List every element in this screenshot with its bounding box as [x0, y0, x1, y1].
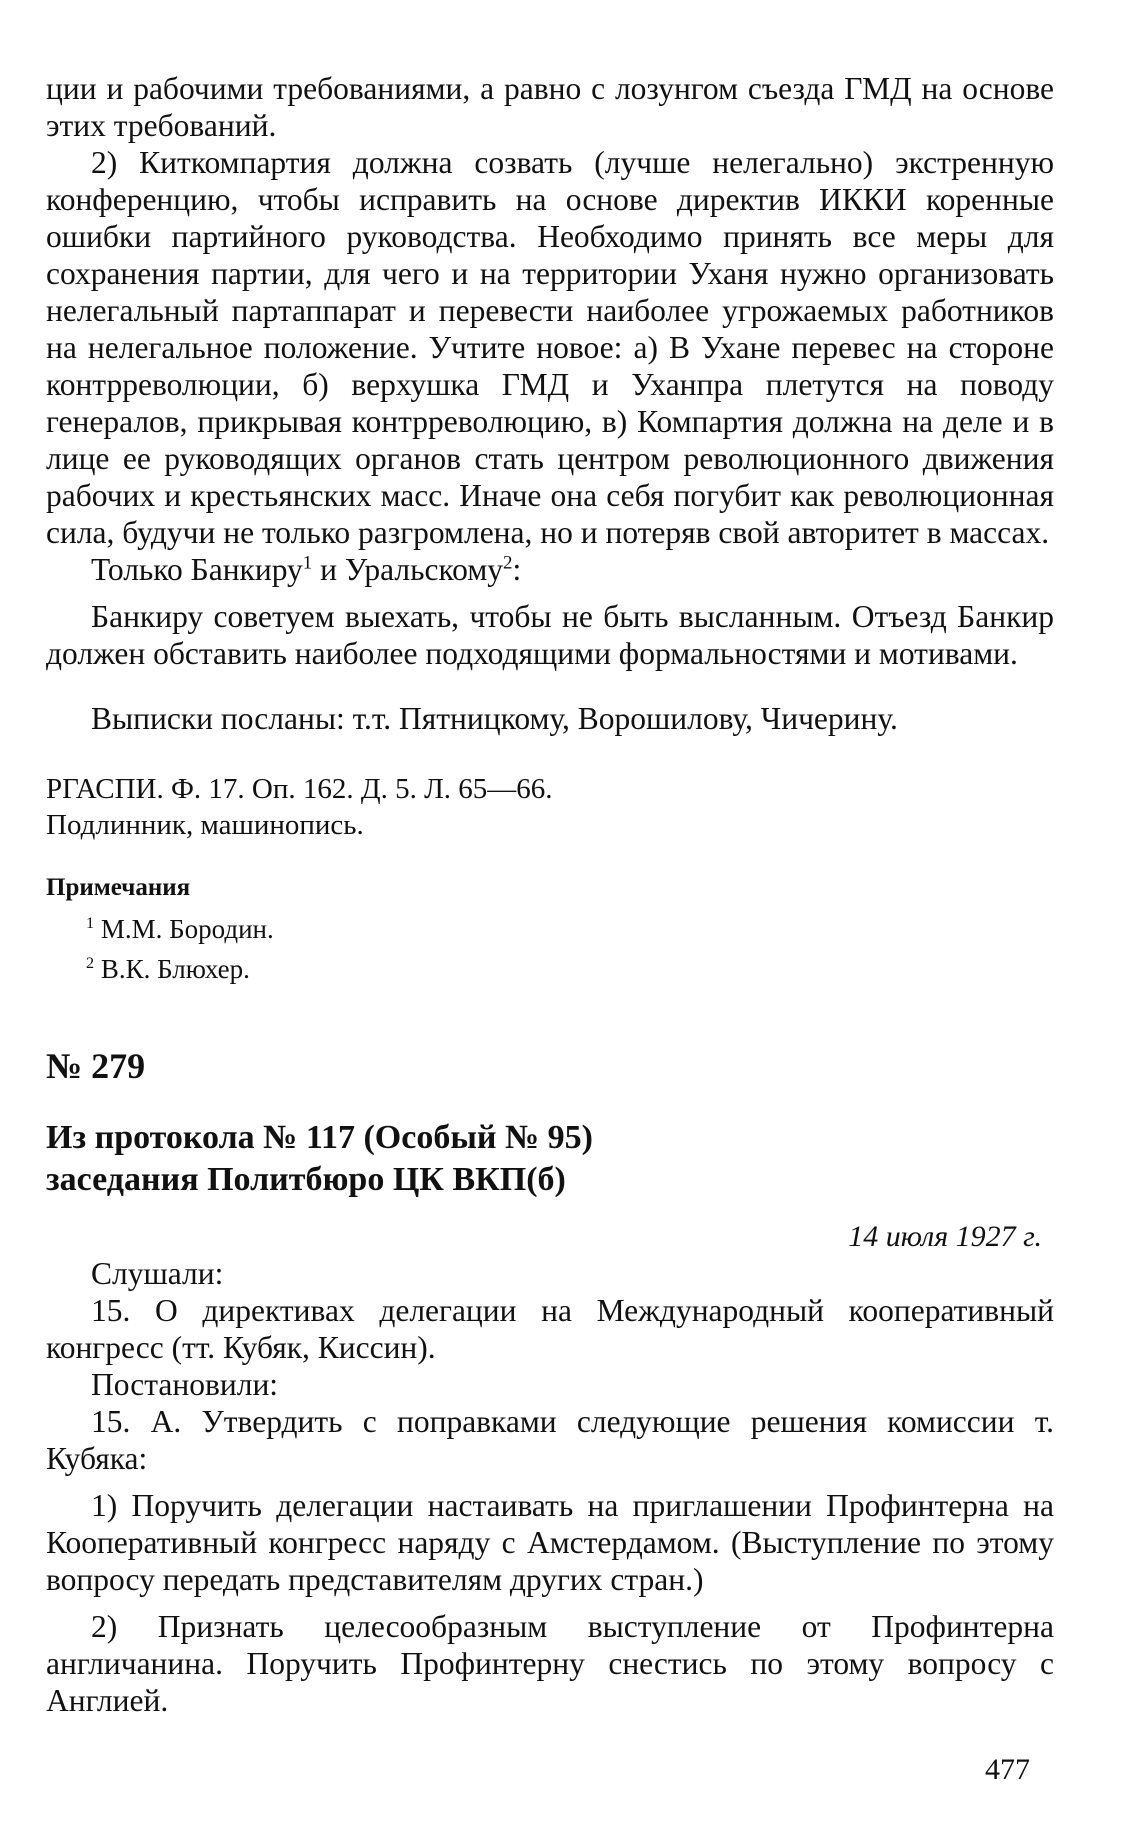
paragraph-continuation: ции и рабочими требованиями, а равно с лозунгом съезда ГМД на основе этих требований.: [46, 71, 1054, 143]
item-15a: 15. А. Утвердить с поправками следующие решения комиссии т. Кубяка:: [46, 1404, 1054, 1476]
notes-list: [46, 909, 1054, 989]
notes-title: Примечания: [46, 874, 191, 901]
heard-label: Слушали:: [91, 1256, 224, 1291]
only-to-text-1: Только Банкиру: [91, 552, 303, 587]
footnote-ref-2: 2: [503, 552, 513, 574]
note-item: [46, 909, 1054, 949]
document-number: № 279: [46, 1046, 146, 1086]
document-title-line-2: заседания Политбюро ЦК ВКП(б): [46, 1161, 566, 1198]
source-archive: РГАСПИ. Ф. 17. Оп. 162. Д. 5. Л. 65—66.: [46, 773, 553, 805]
item-15: 15. О директивах делегации на Международный кооперативный конгресс (тт. Кубяк, Киссин).: [46, 1293, 1054, 1365]
source-type: Подлинник, машинопись.: [46, 809, 364, 841]
banker-paragraph: Банкиру советуем выехать, чтобы не быть высланным. Отъезд Банкир должен обставить наиболее подходящими формальностями и мотивами.: [46, 599, 1054, 671]
note-text: В.К. Блюхер.: [100, 954, 250, 984]
paragraph-point-2: 2) Киткомпартия должна созвать (лучше нелегально) экстренную конференцию, чтобы исправить на основе директив ИККИ коренные ошибки партийного руководства. Необходимо принять все меры для сохранения партии, для чего и на территории Уханя нужно организовать нелегальный партаппарат и перевести наиболее угрожаемых работников на нелегальное положение. Учтите новое: а) В Ухане перевес на стороне контрреволюции, б) верхушка ГМД и Уханпра плетутся на поводу генералов, прикрывая контрреволюцию, в) Компартия должна на деле и в лице ее руководящих органов стать центром революционного движения рабочих и крестьянских масс. Иначе она себя погубит как революционная сила, будучи не только разгромлена, но и потеряв свой авторитет в массах.: [46, 145, 1054, 550]
page-body: [46, 70, 1054, 1719]
only-to-line: [46, 551, 1054, 588]
extracts-line: Выписки посланы: т.т. Пятницкому, Ворошилову, Чичерину.: [91, 701, 898, 736]
note-item: [46, 949, 1054, 989]
only-to-text-3: :: [512, 552, 522, 587]
only-to-text-2: и Уральскому: [312, 552, 504, 587]
point-1: 1) Поручить делегации настаивать на приглашении Профинтерна на Кооперативный конгресс наряду с Амстердамом. (Выступление по этому вопросу передать представителям других стран.): [46, 1488, 1054, 1597]
document-date: 14 июля 1927 г.: [848, 1220, 1042, 1253]
page-number: 477: [985, 1753, 1030, 1786]
decided-label: Постановили:: [91, 1367, 279, 1402]
point-2: 2) Признать целесообразным выступление от Профинтерна англичанина. Поручить Профинтерну снестись по этому вопросу с Англией.: [46, 1609, 1054, 1718]
footnote-ref-1: 1: [302, 552, 313, 574]
note-number: 2: [86, 954, 95, 972]
note-number: 1: [86, 914, 95, 932]
document-title-line-1: Из протокола № 117 (Особый № 95): [46, 1119, 593, 1156]
note-text: М.М. Бородин.: [100, 914, 274, 944]
